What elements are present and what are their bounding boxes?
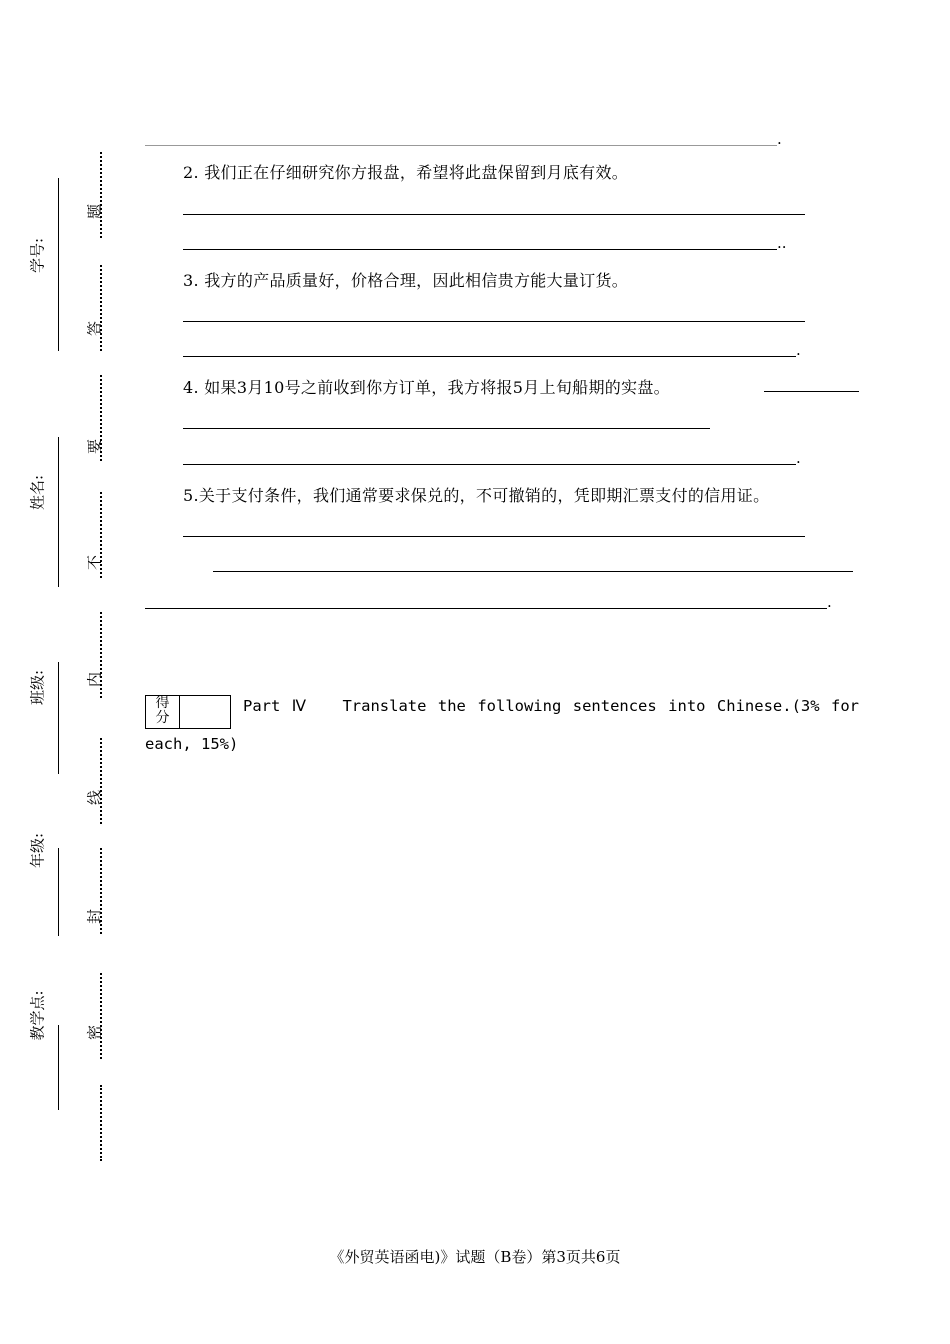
question-3-text: 3. 我方的产品质量好，价格合理，因此相信贵方能大量订货。	[183, 271, 629, 290]
answer-line[interactable]	[183, 249, 777, 250]
answer-line[interactable]	[764, 391, 859, 392]
page-footer: 《外贸英语函电)》试题（B卷）第3页共6页	[329, 1248, 621, 1266]
seal-dotted-line	[100, 1085, 102, 1161]
student-id-label: 学号:	[28, 237, 47, 274]
name-line	[58, 437, 59, 587]
seal-char-yao: 要	[85, 439, 104, 455]
seal-char-mi: 密	[85, 1025, 104, 1041]
grade-line	[58, 848, 59, 936]
answer-line[interactable]	[183, 428, 710, 429]
seal-char-nei: 内	[85, 672, 104, 688]
answer-line[interactable]	[213, 571, 853, 572]
answer-line-period: .	[827, 593, 832, 611]
seal-char-ti: 题	[85, 204, 104, 220]
answer-line	[145, 145, 777, 146]
seal-dotted-line	[100, 973, 102, 1059]
question-2-text: 2. 我们正在仔细研究你方报盘，希望将此盘保留到月底有效。	[183, 163, 629, 182]
seal-dotted-line	[100, 152, 102, 238]
answer-line-period: .	[796, 341, 801, 359]
part4-heading-line2: each, 15%)	[145, 735, 239, 753]
score-label-top: 得	[155, 695, 170, 711]
name-label: 姓名:	[28, 474, 47, 511]
class-label: 班级:	[28, 669, 47, 706]
grade-label: 年级:	[28, 832, 47, 869]
seal-char-xian: 线	[85, 790, 104, 806]
score-input-cell[interactable]	[180, 696, 230, 728]
question-4-text: 4. 如果3月10号之前收到你方订单，我方将报5月上旬船期的实盘。	[183, 378, 670, 397]
answer-line[interactable]	[183, 321, 805, 322]
teaching-center-line	[58, 1025, 59, 1110]
seal-dotted-line	[100, 738, 102, 824]
part4-heading-line1: Part Ⅳ Translate the following sentences into Chinese.(3% for	[243, 697, 859, 715]
answer-line-period: .	[796, 449, 801, 467]
seal-char-bu: 不	[85, 555, 104, 571]
class-line	[58, 662, 59, 774]
answer-line[interactable]	[183, 356, 796, 357]
score-label-bottom: 分	[155, 710, 170, 726]
answer-line-period: .	[777, 130, 782, 148]
answer-line-period: ..	[777, 234, 787, 252]
seal-char-da: 答	[85, 321, 104, 337]
answer-line[interactable]	[183, 214, 805, 215]
answer-line[interactable]	[183, 536, 805, 537]
score-box	[145, 695, 231, 729]
score-label	[146, 696, 180, 728]
answer-line[interactable]	[183, 464, 796, 465]
student-id-line	[58, 178, 59, 351]
question-5-text: 5.关于支付条件，我们通常要求保兑的，不可撤销的，凭即期汇票支付的信用证。	[183, 486, 770, 505]
answer-line[interactable]	[145, 608, 827, 609]
seal-char-feng: 封	[85, 909, 104, 925]
teaching-center-label: 教学点:	[28, 990, 47, 1041]
